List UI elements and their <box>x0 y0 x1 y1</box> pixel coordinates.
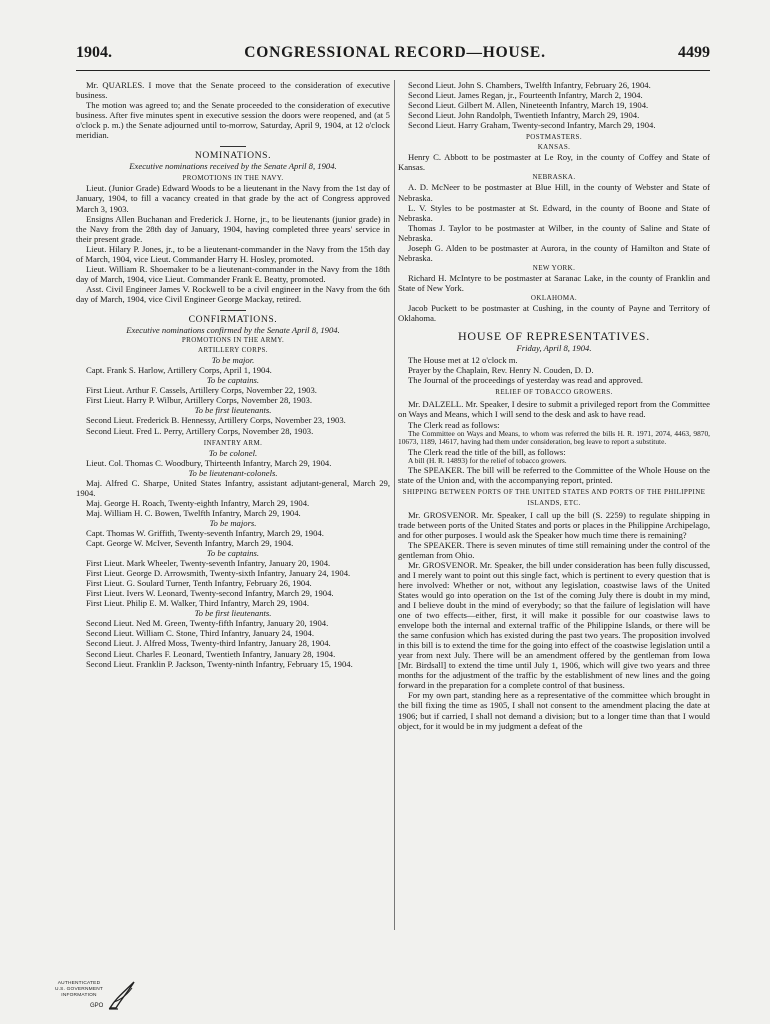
list-item: First Lieut. Harry P. Wilbur, Artillery Corps, November 28, 1903. <box>86 395 313 406</box>
column-divider <box>394 80 395 930</box>
paragraph: The House met at 12 o'clock m. <box>408 355 518 366</box>
right-column <box>398 80 710 731</box>
rank-heading: To be first lieutenants. <box>194 608 272 619</box>
section-rule <box>220 310 246 311</box>
list-item: Capt. George W. McIver, Seventh Infantry, March 29, 1904. <box>86 538 294 549</box>
paragraph: The motion was agreed to; and the Senate proceeded to the consideration of executive business. After five minutes spent in executive session the doors were reopened, and (at 5 o'clock p. m.) the Senate adjourned until to-morrow, Saturday, April 9, 1904, at 12 o'clock meridian. <box>76 100 390 141</box>
list-item: Lieut. (Junior Grade) Edward Woods to be a lieutenant in the Navy from the 1st day of January, 1904, to fill a vacancy created in that grade by the act of Congress approved March 3, 1903. <box>76 183 390 214</box>
rank-heading: To be major. <box>211 355 255 366</box>
rank-heading: To be captains. <box>206 548 260 559</box>
list-item: Joseph G. Alden to be postmaster at Aurora, in the county of Hamilton and State of Nebraska. <box>398 242 710 263</box>
gpo-logo-text: AUTHENTICATED <box>57 981 101 986</box>
gpo-authentication-logo <box>40 976 150 1016</box>
list-item: Ensigns Allen Buchanan and Frederick J. Horne, jr., to be lieutenants (junior grade) in the Navy from the 28th day of January, 1904, having completed three years' service in their present grade. <box>76 213 390 244</box>
header-title: CONGRESSIONAL RECORD—HOUSE. <box>244 44 546 61</box>
list-item: Second Lieut. J. Alfred Moss, Twenty-third Infantry, January 28, 1904. <box>86 638 331 649</box>
section-rule <box>220 146 246 147</box>
quoted-text: The Committee on Ways and Means, to whom was referred the bills H. R. 1971, 2074, 4463, 9870, 10673, 1189, 14617, having had them under consideration, beg leave to report a substitute. <box>398 428 710 447</box>
list-item: First Lieut. George D. Arrowsmith, Twenty-sixth Infantry, January 24, 1904. <box>86 568 351 579</box>
page-header <box>76 44 710 71</box>
date-line: Friday, April 8, 1904. <box>516 343 592 354</box>
rank-heading: To be captains. <box>206 375 260 386</box>
state-heading: NEW YORK. <box>532 263 576 272</box>
list-item: First Lieut. Philip E. M. Walker, Third Infantry, March 29, 1904. <box>86 598 310 609</box>
list-item: Second Lieut. John Randolph, Twentieth Infantry, March 29, 1904. <box>408 110 640 121</box>
list-item: Second Lieut. Harry Graham, Twenty-second Infantry, March 29, 1904. <box>408 120 656 131</box>
house-heading: HOUSE OF REPRESENTATIVES. <box>457 329 651 344</box>
list-item: Richard H. McIntyre to be postmaster at Saranac Lake, in the county of Franklin and State of New York. <box>398 272 710 293</box>
paragraph: The Clerk read as follows: <box>408 419 500 430</box>
list-item: Maj. William H. C. Bowen, Twelfth Infantry, March 29, 1904. <box>86 507 301 518</box>
list-item: Henry C. Abbott to be postmaster at Le Roy, in the county of Coffey and State of Kansas. <box>398 152 710 173</box>
rank-heading: To be lieutenant-colonels. <box>188 467 278 478</box>
paragraph: The SPEAKER. There is seven minutes of time still remaining under the control of the gentleman from Ohio. <box>398 539 710 560</box>
state-heading: KANSAS. <box>537 143 571 152</box>
list-item: Maj. Alfred C. Sharpe, United States Infantry, assistant adjutant-general, March 29, 1904. <box>76 477 390 498</box>
list-item: Second Lieut. Franklin P. Jackson, Twenty-ninth Infantry, February 15, 1904. <box>86 658 353 669</box>
section-heading: CONFIRMATIONS. <box>188 313 278 325</box>
paragraph: Mr. GROSVENOR. Mr. Speaker, I call up the bill (S. 2259) to regulate shipping in trade between ports of the United States and ports or places in the Philippine Archipelago, and for other purposes. I would ask the Speaker how much time there is remaining? <box>398 509 710 540</box>
gpo-logo-text: GPO <box>90 1003 104 1009</box>
section-subheading: Executive nominations received by the Senate April 8, 1904. <box>129 161 337 172</box>
list-item: Lieut. William R. Shoemaker to be a lieutenant-commander in the Navy from the 18th day of March, 1904, vice Lieut. Commander Frank E. Beatty, promoted. <box>76 263 390 284</box>
paragraph: For my own part, standing here as a representative of the committee which brought in the bill fixing the time as 1905, I shall not consent to the amendment placing the date at 1906; but if carried, I shall not demand a division; but to a longer time than that I would object, for it would be in my judgment a defeat of the <box>398 690 710 731</box>
list-item: Jacob Puckett to be postmaster at Cushing, in the county of Payne and Territory of Oklahoma. <box>398 303 710 324</box>
gpo-logo-text: U.S. GOVERNMENT <box>54 987 104 992</box>
paragraph: Mr. GROSVENOR. Mr. Speaker, the bill under consideration has been fully discussed, and I merely want to point out this single fact, which is pertinent to every question that is here involved: Whether or not, without any legislation, coastwise laws of the United States would go into operation on the 1st of the coming July there is doubt in my mind, and I believe doubt in the mind of everybody; so that the failure of legislation will have one of two effects—either, first, it will make it possible for our coastwise laws to envelope both the internal and external traffic of the Philippine Islands, or there will be the same confusion which has existed during the past two years. The proposition involved in this bill is to extend the time for the going into effect of the coastwise legislation until a year from next July. There will be an amendment offered by the gentleman from Iowa [Mr. Birdsall] to extend the time until July 1, 1906, which will give two years and three months for the adjustment of the traffic by the establishment of new lines and the going forward in the preparation for a complete control of that business. <box>398 559 710 691</box>
paragraph: Mr. DALZELL. Mr. Speaker, I desire to submit a privileged report from the Committee on Ways and Means, which I will send to the desk and ask to have read. <box>398 399 710 420</box>
list-item: Second Lieut. James Regan, jr., Fourteenth Infantry, March 2, 1904. <box>408 90 643 101</box>
section-heading: NOMINATIONS. <box>194 150 272 162</box>
list-item: Second Lieut. John S. Chambers, Twelfth Infantry, February 26, 1904. <box>408 80 651 90</box>
header-page-number: 4499 <box>677 44 710 61</box>
category-heading: INFANTRY ARM. <box>203 438 263 447</box>
list-item: Second Lieut. Fred L. Perry, Artillery Corps, November 28, 1903. <box>86 425 314 436</box>
subsection-heading: RELIEF OF TOBACCO GROWERS. <box>495 388 613 397</box>
state-heading: OKLAHOMA. <box>530 293 578 302</box>
list-item: Lieut. Hilary P. Jones, jr., to be a lieutenant-commander in the Navy from the 15th day of March, 1904, vice Lieut. Commander Harry H. Hosley, promoted. <box>76 243 390 264</box>
rank-heading: To be colonel. <box>208 447 258 458</box>
eagle-icon <box>106 978 138 1012</box>
header-year: 1904. <box>76 44 112 61</box>
list-item: First Lieut. Ivers W. Leonard, Twenty-second Infantry, March 29, 1904. <box>86 588 334 599</box>
list-item: L. V. Styles to be postmaster at St. Edward, in the county of Boone and State of Nebraska. <box>398 202 710 223</box>
list-item: First Lieut. Mark Wheeler, Twenty-seventh Infantry, January 20, 1904. <box>86 558 331 569</box>
paragraph: The Journal of the proceedings of yesterday was read and approved. <box>408 375 643 386</box>
list-item: Second Lieut. Gilbert M. Allen, Nineteenth Infantry, March 19, 1904. <box>408 100 649 111</box>
list-item: Capt. Frank S. Harlow, Artillery Corps, April 1, 1904. <box>86 365 272 376</box>
section-subheading: Executive nominations confirmed by the Senate April 8, 1904. <box>126 325 340 336</box>
paragraph: The Clerk read the title of the bill, as follows: <box>408 446 566 457</box>
list-item: Asst. Civil Engineer James V. Rockwell to be a civil engineer in the Navy from the 6th day of March, 1904, vice Civil Engineer George Mackay, retired. <box>76 283 390 304</box>
list-item: Second Lieut. Charles F. Leonard, Twentieth Infantry, January 28, 1904. <box>86 648 336 659</box>
list-item: Second Lieut. Frederick B. Hennessy, Artillery Corps, November 23, 1903. <box>86 415 346 426</box>
category-heading: PROMOTIONS IN THE ARMY. <box>181 336 285 345</box>
category-heading: ARTILLERY CORPS. <box>198 346 268 355</box>
quoted-text: A bill (H. R. 14893) for the relief of tobacco growers. <box>408 455 567 465</box>
list-item: First Lieut. G. Soulard Turner, Tenth Infantry, February 26, 1904. <box>86 578 312 589</box>
list-item: Second Lieut. William C. Stone, Third Infantry, January 24, 1904. <box>86 628 315 639</box>
list-item: Lieut. Col. Thomas C. Woodbury, Thirteenth Infantry, March 29, 1904. <box>86 457 332 468</box>
left-column <box>76 80 390 669</box>
list-item: Thomas J. Taylor to be postmaster at Wilber, in the county of Saline and State of Nebraska. <box>398 222 710 243</box>
paragraph: Mr. QUARLES. I move that the Senate proceed to the consideration of executive business. <box>76 80 390 101</box>
gpo-logo-text: INFORMATION <box>61 993 97 998</box>
list-item: Capt. Thomas W. Griffith, Twenty-seventh Infantry, March 29, 1904. <box>86 527 324 538</box>
list-item: First Lieut. Arthur F. Cassels, Artillery Corps, November 22, 1903. <box>86 385 317 396</box>
subsection-heading: SHIPPING BETWEEN PORTS OF THE UNITED STATES AND PORTS OF THE PHILIPPINE ISLANDS, ETC. <box>402 488 706 507</box>
category-heading: POSTMASTERS. <box>526 133 582 142</box>
list-item: A. D. McNeer to be postmaster at Blue Hill, in the county of Webster and State of Nebraska. <box>398 182 710 203</box>
paragraph: Prayer by the Chaplain, Rev. Henry N. Couden, D. D. <box>408 365 594 376</box>
state-heading: NEBRASKA. <box>532 173 576 182</box>
rank-heading: To be first lieutenants. <box>194 405 272 416</box>
list-item: Maj. George H. Roach, Twenty-eighth Infantry, March 29, 1904. <box>86 497 310 508</box>
list-item: Second Lieut. Ned M. Green, Twenty-fifth Infantry, January 20, 1904. <box>86 618 329 629</box>
paragraph: The SPEAKER. The bill will be referred to the Committee of the Whole House on the state of the Union and, with the accompanying report, printed. <box>398 465 710 486</box>
category-heading: PROMOTIONS IN THE NAVY. <box>182 174 284 183</box>
rank-heading: To be majors. <box>209 517 257 528</box>
